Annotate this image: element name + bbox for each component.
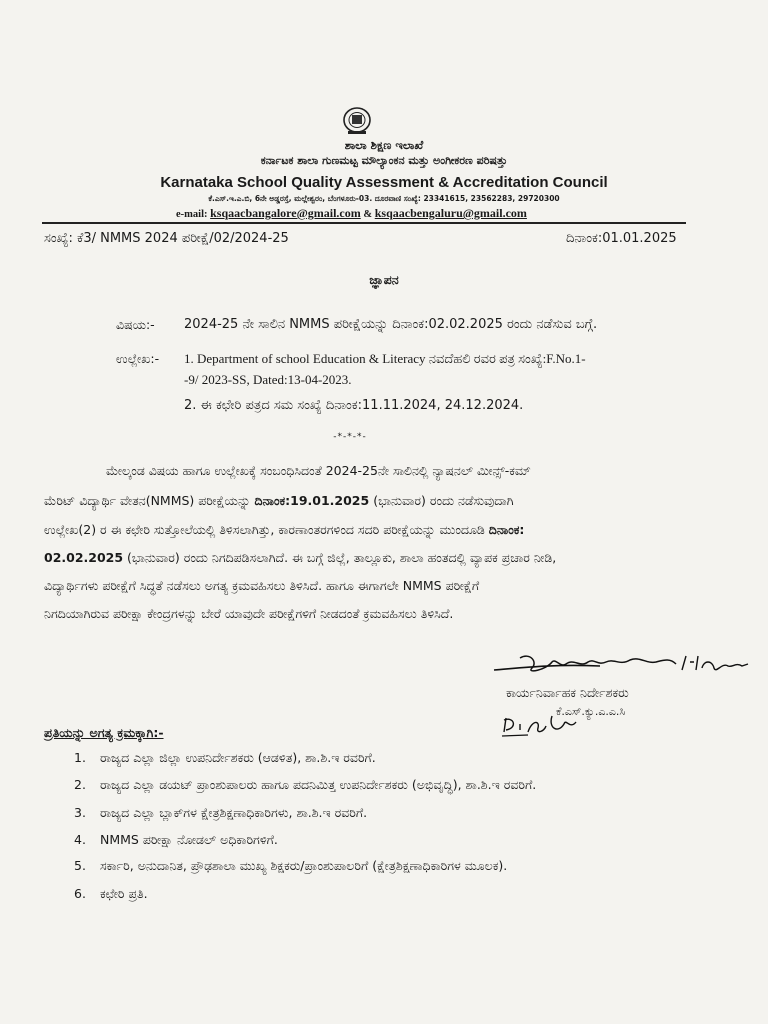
- body-line-4-part-b: (ಭಾನುವಾರ) ರಂದು ನಿಗದಿಪಡಿಸಲಾಗಿದೆ. ಈ ಬಗ್ಗೆ ಜಿಲ್ಲೆ, ತಾಲ್ಲೂಕು, ಶಾಲಾ ಹಂತದಲ್ಲಿ ವ್ಯಾಪಕ ಪ್ರಚಾರ ನೀಡಿ,: [123, 550, 557, 565]
- email-separator: &: [363, 209, 373, 220]
- body-line-2: [44, 493, 684, 509]
- body-line-2-part-c: (ಭಾನುವಾರ) ರಂದು ನಡೆಸುವುದಾಗಿ: [369, 493, 514, 508]
- copy-list-number: 4.: [74, 832, 86, 847]
- copy-list-number: 6.: [74, 886, 86, 901]
- office-address: ಕೆ.ಎಸ್.ಇ.ಎ.ಬಿ, 6ನೇ ಅಡ್ಡರಸ್ತೆ, ಮಲ್ಲೇಶ್ವರಂ, ಬೆಂಗಳೂರು-03. ದೂರವಾಣಿ ಸಂಖ್ಯೆ: 23341615, 23562283, 29720300: [208, 194, 560, 203]
- body-line-2-part-a: ಮೆರಿಟ್ ವಿದ್ಯಾರ್ಥಿ ವೇತನ(NMMS) ಪರೀಕ್ಷೆಯನ್ನು: [44, 493, 255, 508]
- department-name-kannada: ಶಾಲಾ ಶಿಕ್ಷಣ ಇಲಾಖೆ: [344, 138, 424, 152]
- body-line-1: ಮೇಲ್ಕಂಡ ವಿಷಯ ಹಾಗೂ ಉಲ್ಲೇಖಕ್ಕೆ ಸಂಬಂಧಿಸಿದಂತೆ 2024-25ನೇ ಸಾಲಿನಲ್ಲಿ ನ್ಯಾಷನಲ್ ಮೀನ್ಸ್-ಕಮ್: [106, 463, 531, 478]
- copy-list-item: ಸರ್ಕಾರಿ, ಅನುದಾನಿತ, ಪ್ರೌಢಶಾಲಾ ಮುಖ್ಯ ಶಿಕ್ಷಕರು/ಪ್ರಾಂಶುಪಾಲರಿಗೆ (ಕ್ಷೇತ್ರಶಿಕ್ಷಣಾಧಿಕಾರಿಗಳ ಮೂಲಕ).: [100, 858, 508, 873]
- email-link-2[interactable]: ksqaacbengaluru@gmail.com: [374, 206, 527, 220]
- copy-list-item: ರಾಜ್ಯದ ಎಲ್ಲಾ ಬ್ಲಾಕ್‌ಗಳ ಕ್ಷೇತ್ರಶಿಕ್ಷಣಾಧಿಕಾರಿಗಳು, ಶಾ.ಶಿ.ಇ ರವರಿಗೆ.: [100, 805, 368, 820]
- body-line-3-date-label: ದಿನಾಂಕ:: [488, 522, 525, 537]
- government-emblem-icon: [340, 106, 374, 136]
- email-line: [176, 206, 527, 221]
- email-label: e-mail:: [176, 209, 208, 220]
- reference-1-line-2: -9/ 2023-SS, Dated:13-04-2023.: [184, 372, 352, 387]
- document-title: ಜ್ಞಾಪನ: [369, 272, 399, 287]
- section-separator: -*-*-*-: [333, 432, 367, 442]
- reference-2: 2. ಈ ಕಛೇರಿ ಪತ್ರದ ಸಮ ಸಂಖ್ಯೆ ದಿನಾಂಕ:11.11.2024, 24.12.2024.: [184, 398, 524, 413]
- council-name-kannada: ಕರ್ನಾಟಕ ಶಾಲಾ ಗುಣಮಟ್ಟ ಮೌಲ್ಯಾಂಕನ ಮತ್ತು ಅಂಗೀಕರಣ ಪರಿಷತ್ತು: [260, 154, 508, 167]
- body-line-5: ವಿದ್ಯಾರ್ಥಿಗಳು ಪರೀಕ್ಷೆಗೆ ಸಿದ್ಧತೆ ನಡೆಸಲು ಅಗತ್ಯ ಕ್ರಮವಹಿಸಲು ತಿಳಿಸಿದೆ. ಹಾಗೂ ಈಗಾಗಲೇ NMMS ಪರೀಕ್ಷೆಗೆ: [44, 578, 480, 593]
- council-name-english: Karnataka School Quality Assessment & Accreditation Council: [160, 174, 608, 191]
- new-exam-date: 02.02.2025: [44, 550, 124, 565]
- subject-label: ವಿಷಯ:-: [116, 317, 155, 332]
- copy-list-number: 1.: [74, 750, 86, 765]
- copy-list-item: ರಾಜ್ಯದ ಎಲ್ಲಾ ಜಿಲ್ಲಾ ಉಪನಿರ್ದೇಶಕರು (ಆಡಳಿತ), ಶಾ.ಶಿ.ಇ ರವರಿಗೆ.: [100, 750, 376, 765]
- body-line-3-part-a: ಉಲ್ಲೇಖ(2) ರ ಈ ಕಛೇರಿ ಸುತ್ತೋಲೆಯಲ್ಲಿ ತಿಳಿಸಲಾಗಿತ್ತು, ಕಾರಣಾಂತರಗಳಿಂದ ಸದರಿ ಪರೀಕ್ಷೆಯನ್ನು ಮುಂದೂಡಿ: [44, 522, 489, 537]
- references-label: ಉಲ್ಲೇಖ:-: [116, 351, 160, 366]
- signatory-designation: ಕಾರ್ಯನಿರ್ವಾಹಕ ನಿರ್ದೇಶಕರು: [506, 685, 629, 700]
- reference-1-line-1: 1. Department of school Education & Literacy ನವದೆಹಲಿ ರವರ ಪತ್ರ ಸಂಖ್ಯೆ:F.No.1-: [184, 351, 586, 366]
- document-date: ದಿನಾಂಕ:01.01.2025: [566, 231, 677, 246]
- handwritten-initials: [498, 710, 588, 740]
- copy-list-item: NMMS ಪರೀಕ್ಷಾ ನೋಡಲ್ ಅಧಿಕಾರಿಗಳಿಗೆ.: [100, 832, 278, 847]
- copy-list-item: ಕಛೇರಿ ಪ್ರತಿ.: [100, 886, 148, 901]
- copy-list-number: 2.: [74, 777, 86, 792]
- original-exam-date: ದಿನಾಂಕ:19.01.2025: [254, 493, 370, 508]
- copy-list-number: 3.: [74, 805, 86, 820]
- subject-text: 2024-25 ನೇ ಸಾಲಿನ NMMS ಪರೀಕ್ಷೆಯನ್ನು ದಿನಾಂಕ:02.02.2025 ರಂದು ನಡೆಸುವ ಬಗ್ಗೆ.: [184, 317, 598, 332]
- copy-list-item: ರಾಜ್ಯದ ಎಲ್ಲಾ ಡಯಟ್ ಪ್ರಾಂಶುಪಾಲರು ಹಾಗೂ ಪದನಿಮಿತ್ತ ಉಪನಿರ್ದೇಶಕರು (ಅಭಿವೃದ್ಧಿ), ಶಾ.ಶಿ.ಇ ರವರಿಗೆ.: [100, 777, 537, 792]
- signatory-office: ಕೆ.ಎಸ್.ಕ್ಯು.ಎ.ಎ.ಸಿ: [556, 705, 626, 718]
- body-line-3: [44, 522, 684, 538]
- body-line-6: ನಿಗದಿಯಾಗಿರುವ ಪರೀಕ್ಷಾ ಕೇಂದ್ರಗಳನ್ನು ಬೇರೆ ಯಾವುದೇ ಪರೀಕ್ಷೆಗಳಿಗೆ ನೀಡದಂತೆ ಕ್ರಮವಹಿಸಲು ತಿಳಿಸಿದೆ.: [44, 606, 454, 621]
- copy-list-number: 5.: [74, 858, 86, 873]
- email-link-1[interactable]: ksqaacbangalore@gmail.com: [210, 206, 361, 220]
- body-line-4: [44, 550, 684, 566]
- reference-number: ಸಂಖ್ಯೆ: ಕೆ3/ NMMS 2024 ಪರೀಕ್ಷೆ/02/2024-25: [44, 231, 289, 246]
- copy-to-heading: ಪ್ರತಿಯನ್ನು ಅಗತ್ಯ ಕ್ರಮಕ್ಕಾಗಿ:-: [44, 725, 164, 740]
- header-divider: [42, 222, 686, 224]
- handwritten-signature: [490, 648, 760, 688]
